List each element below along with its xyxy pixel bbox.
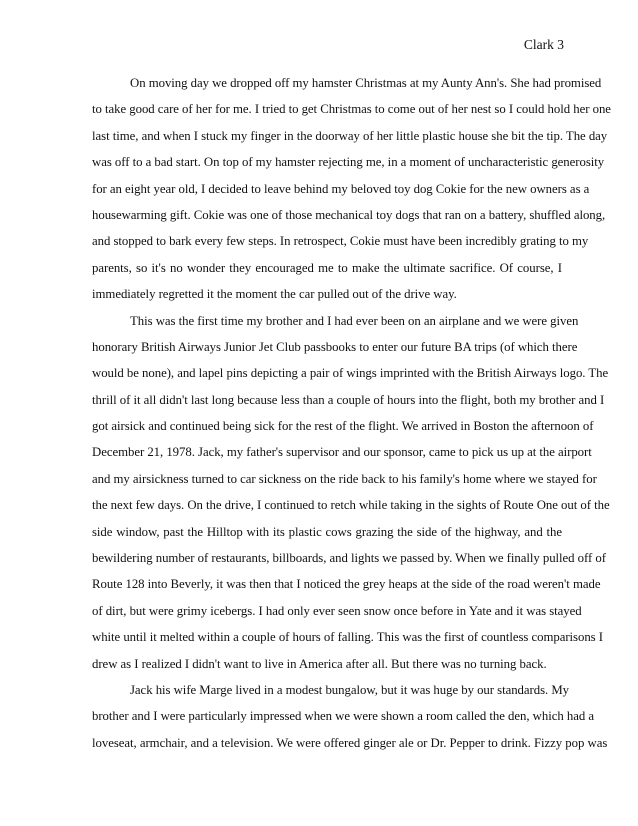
paragraph-2-line: This was the first time my brother and I had ever been on an airplane and we were given [130,313,579,328]
paragraph-1-line: was off to a bad start. On top of my hamster rejecting me, in a moment of uncharacteristic generosity [92,155,605,170]
paragraph-2-line: and my airsickness turned to car sickness on the ride back to his family's home where we stayed for [92,471,597,486]
paragraph-1-line: immediately regretted it the moment the car pulled out of the drive way. [92,287,457,302]
paragraph-3-line: brother and I were particularly impressed when we were shown a room called the den, which had a [92,709,594,724]
paragraph-3-line: loveseat, armchair, and a television. We were offered ginger ale or Dr. Pepper to drink. Fizzy pop was [92,735,608,750]
running-head: Clark 3 [523,37,564,52]
paragraph-2-line: got airsick and continued being sick for the rest of the flight. We arrived in Boston the afternoon of [92,419,594,434]
paragraph-2-line: Route 128 into Beverly, it was then that I noticed the grey heaps at the side of the road weren't made [92,577,601,592]
paragraph-1-line: and stopped to bark every few steps. In retrospect, Cokie must have been incredibly grating to my [92,234,589,249]
paragraph-2-line: of dirt, but were grimy icebergs. I had only ever seen snow once before in Yate and it was stayed [92,603,582,618]
paragraph-1-line: On moving day we dropped off my hamster Christmas at my Aunty Ann's. She had promised [130,76,602,90]
paragraph-2-line: the next few days. On the drive, I continued to retch while taking in the sights of Route One out of the [92,498,610,513]
paragraph-1-line: to take good care of her for me. I tried to get Christmas to come out of her nest so I could hold her one [92,102,611,117]
paragraph-1-line: for an eight year old, I decided to leave behind my beloved toy dog Cokie for the new owners as a [92,181,590,196]
paragraph-2-line: side window, past the Hilltop with its plastic cows grazing the side of the highway, and the [92,524,562,539]
paragraph-2-line: thrill of it all didn't last long because less than a couple of hours into the flight, both my brother and I [92,392,605,407]
paragraph-2-line: drew as I realized I didn't want to live in America after all. But there was no turning back. [92,656,547,671]
paragraph-2-line: December 21, 1978. Jack, my father's supervisor and our sponsor, came to pick us up at the airport [92,445,592,460]
paragraph-1-line: housewarming gift. Cokie was one of those mechanical toy dogs that ran on a battery, shuffled along, [92,207,606,222]
paragraph-2-line: bewildering number of restaurants, billboards, and lights we passed by. When we finally pulled off of [92,551,606,566]
paragraph-3-line: Jack his wife Marge lived in a modest bungalow, but it was huge by our standards. My [130,682,569,697]
paragraph-1-line: parents, so it's no wonder they encouraged me to make the ultimate sacrifice. Of course, I [92,260,562,275]
paragraph-2-line: white until it melted within a couple of hours of falling. This was the first of countless comparisons I [92,630,603,645]
paragraph-2-line: would be none), and lapel pins depicting a pair of wings imprinted with the British Airways logo. The [92,366,609,381]
paragraph-2-line: honorary British Airways Junior Jet Club passbooks to enter our future BA trips (of which there [92,339,578,354]
body-text [92,70,611,756]
paragraph-1-line: last time, and when I stuck my finger in the doorway of her little plastic house she bit the tip. The day [92,128,608,143]
